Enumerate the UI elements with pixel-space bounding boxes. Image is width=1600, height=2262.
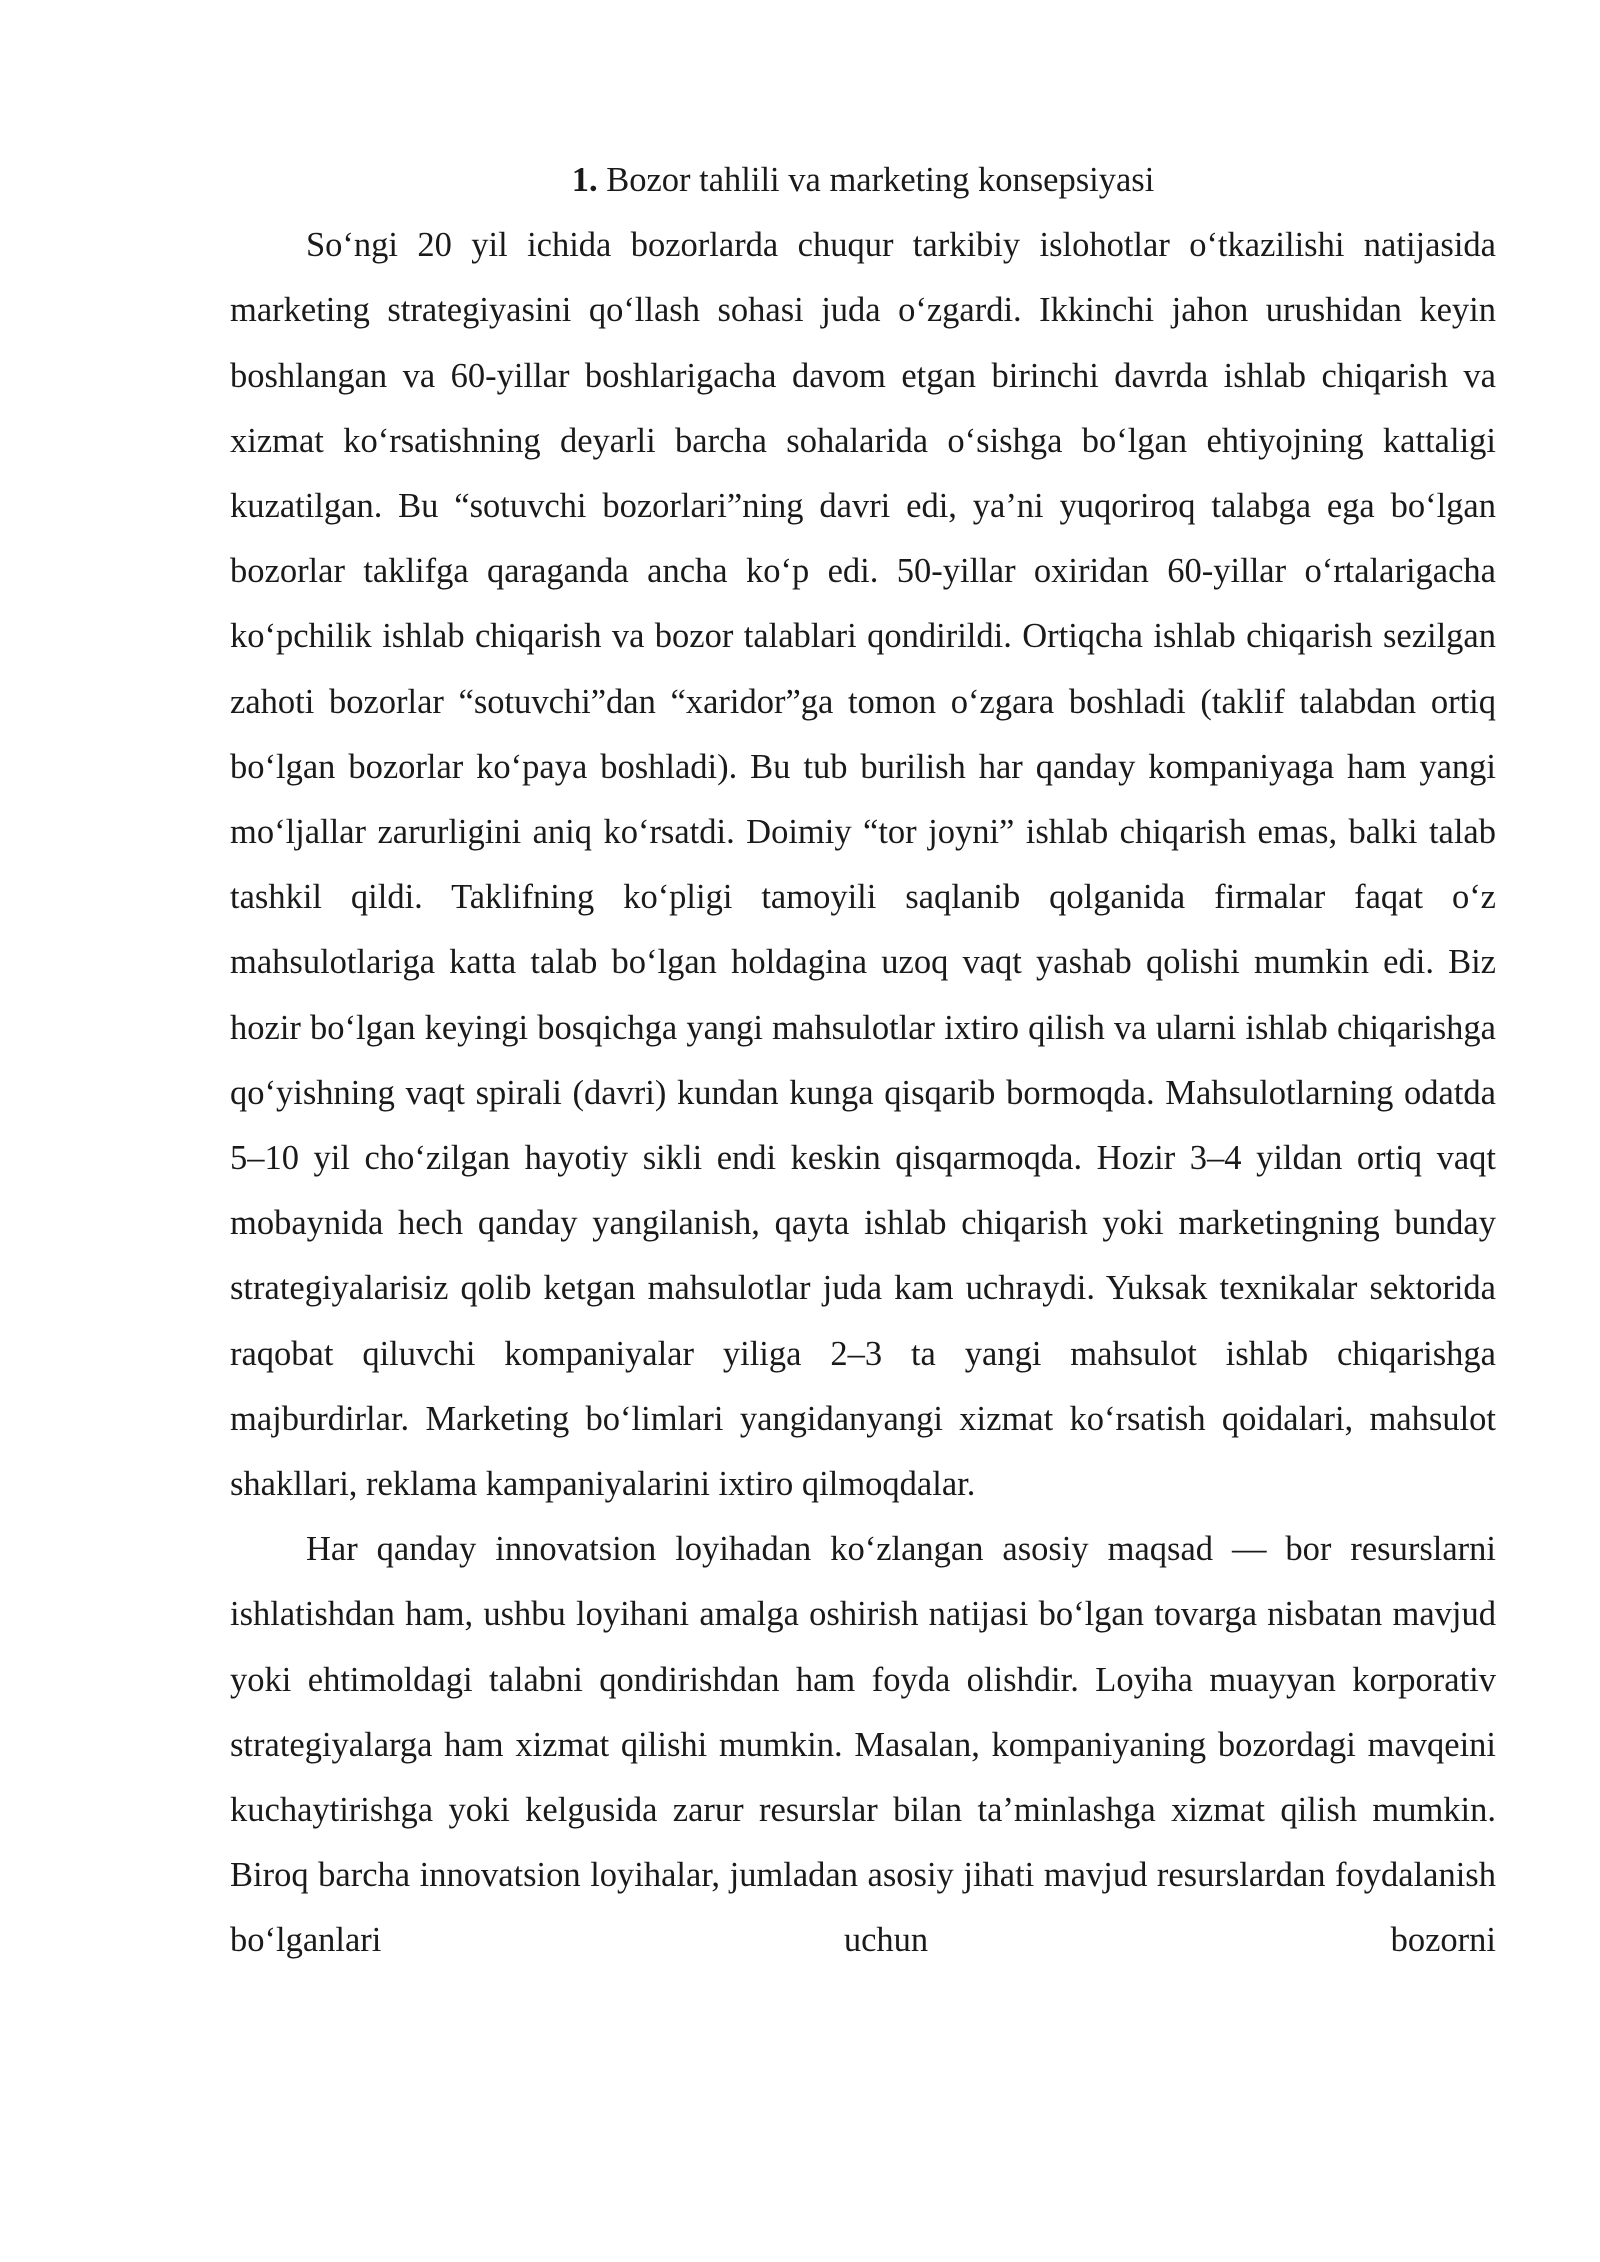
paragraph-1: So‘ngi 20 yil ichida bozorlarda chuqur tarkibiy islohotlar o‘tkazilishi natijasida marketing strategiyasini qo‘llash sohasi juda o‘zgardi. Ikkinchi jahon urushidan keyin boshlangan va 60-yillar boshlarigacha davom etgan birinchi davrda ishlab chiqarish va xizmat ko‘rsatishning deyarli barcha sohalarida o‘sishga bo‘lgan ehtiyojning kattaligi kuzatilgan. Bu “sotuvchi bozorlari”ning davri edi, ya’ni yuqoriroq talabga ega bo‘lgan bozorlar taklifga qaraganda ancha ko‘p edi. 50-yillar oxiridan 60-yillar o‘rtalarigacha ko‘pchilik ishlab chiqarish va bozor talablari qondirildi. Ortiqcha ishlab chiqarish sezilgan zahoti bozorlar “sotuvchi”dan “xaridor”ga tomon o‘zgara boshladi (taklif talabdan ortiq bo‘lgan bozorlar ko‘paya boshladi). Bu tub burilish har qanday kompaniyaga ham yangi mo‘ljallar zarurligini aniq ko‘rsatdi. Doimiy “tor joyni” ishlab chiqarish emas, balki talab tashkil qildi. Taklifning ko‘pligi tamoyili saqlanib qolganida firmalar faqat o‘z mahsulotlariga katta talab bo‘lgan holdagina uzoq vaqt yashab qolishi mumkin edi. Biz hozir bo‘lgan keyingi bosqichga yangi mahsulotlar ixtiro qilish va ularni ishlab chiqarishga qo‘yishning vaqt spirali (davri) kundan kunga qisqarib bormoqda. Mahsulotlarning odatda 5–10 yil cho‘zilgan hayotiy sikli endi keskin qisqarmoqda. Hozir 3–4 yildan ortiq vaqt mobaynida hech qanday yangilanish, qayta ishlab chiqarish yoki marketingning bunday strategiyalarisiz qolib ketgan mahsulotlar juda kam uchraydi. Yuksak texnikalar sektorida raqobat qiluvchi kompaniyalar yiliga 2–3 ta yangi mahsulot ishlab chiqarishga majburdirlar. Marketing bo‘limlari yangidanyangi xizmat ko‘rsatish qoidalari, mahsulot shakllari, reklama kampaniyalarini ixtiro qilmoqdalar.	[230, 226, 1496, 1504]
section-title: Bozor tahlili va marketing konsepsiyasi	[606, 161, 1155, 199]
paragraph-2: Har qanday innovatsion loyihadan ko‘zlangan asosiy maqsad — bor resurslarni ishlatishdan ham, ushbu loyihani amalga oshirish natijasi bo‘lgan tovarga nisbatan mavjud yoki ehtimoldagi talabni qondirishdan ham foyda olishdir. Loyiha muayyan korporativ strategiyalarga ham xizmat qilishi mumkin. Masalan, kompaniyaning bozordagi mavqeini kuchaytirishga yoki kelgusida zarur resurslar bilan ta’minlashga xizmat qilish mumkin. Biroq barcha innovatsion loyihalar, jumladan asosiy jihati mavjud resurslardan foydalanish bo‘lganlari uchun bozorni	[230, 1530, 1496, 1960]
section-heading	[230, 148, 1496, 213]
document-page	[230, 148, 1496, 1974]
section-number: 1.	[571, 161, 598, 199]
